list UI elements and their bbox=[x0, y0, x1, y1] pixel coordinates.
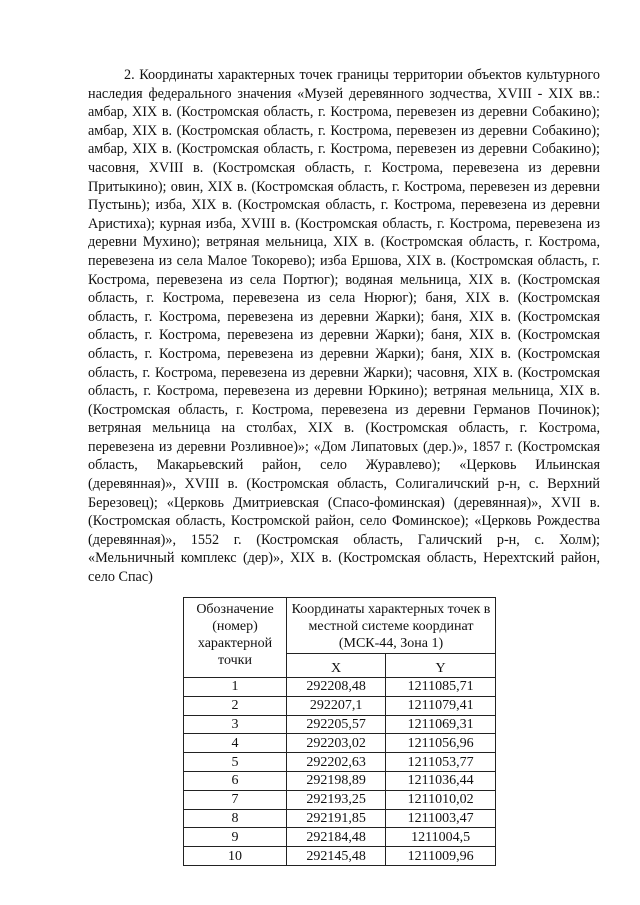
table-row bbox=[184, 734, 496, 753]
x-value: 292207,1 bbox=[287, 696, 386, 715]
table-row bbox=[184, 753, 496, 772]
point-number: 7 bbox=[184, 790, 287, 809]
x-value: 292205,57 bbox=[287, 715, 386, 734]
x-value: 292202,63 bbox=[287, 753, 386, 772]
coordinates-table bbox=[183, 597, 496, 866]
header-coordinates: Координаты характерных точек в местной системе координат (МСК-44, Зона 1) bbox=[287, 598, 496, 654]
point-number: 6 bbox=[184, 771, 287, 790]
point-number: 9 bbox=[184, 828, 287, 847]
point-number: 2 bbox=[184, 696, 287, 715]
header-point-number: Обозначение (номер) характерной точки bbox=[184, 598, 287, 678]
header-y: Y bbox=[386, 654, 496, 678]
header-x: X bbox=[287, 654, 386, 678]
x-value: 292193,25 bbox=[287, 790, 386, 809]
x-value: 292198,89 bbox=[287, 771, 386, 790]
x-value: 292184,48 bbox=[287, 828, 386, 847]
y-value: 1211004,5 bbox=[386, 828, 496, 847]
point-number: 3 bbox=[184, 715, 287, 734]
table-row bbox=[184, 847, 496, 866]
table-row bbox=[184, 828, 496, 847]
y-value: 1211085,71 bbox=[386, 678, 496, 697]
y-value: 1211009,96 bbox=[386, 847, 496, 866]
table-row bbox=[184, 809, 496, 828]
y-value: 1211010,02 bbox=[386, 790, 496, 809]
point-number: 5 bbox=[184, 753, 287, 772]
y-value: 1211003,47 bbox=[386, 809, 496, 828]
point-number: 1 bbox=[184, 678, 287, 697]
table-row bbox=[184, 678, 496, 697]
table-row bbox=[184, 696, 496, 715]
y-value: 1211053,77 bbox=[386, 753, 496, 772]
x-value: 292191,85 bbox=[287, 809, 386, 828]
x-value: 292208,48 bbox=[287, 678, 386, 697]
y-value: 1211079,41 bbox=[386, 696, 496, 715]
x-value: 292145,48 bbox=[287, 847, 386, 866]
point-number: 10 bbox=[184, 847, 287, 866]
table-row bbox=[184, 790, 496, 809]
table-row bbox=[184, 715, 496, 734]
point-number: 8 bbox=[184, 809, 287, 828]
x-value: 292203,02 bbox=[287, 734, 386, 753]
point-number: 4 bbox=[184, 734, 287, 753]
table-row bbox=[184, 771, 496, 790]
y-value: 1211036,44 bbox=[386, 771, 496, 790]
coordinates-paragraph: 2. Координаты характерных точек границы территории объектов культурного наследия федерального значения «Музей деревянного зодчества, XVIII - XIX вв.: амбар, XIX в. (Костромская область, г. Кострома, перевезен из деревни Собакино); амбар, XIX в. (Костромская область, г. Кострома, перевезен из деревни Собакино); амбар, XIX в. (Костромская область, г. Кострома, перевезен из деревни Собакино); часовня, XVIII в. (Костромская область, г. Кострома, перевезена из деревни Притыкино); овин, XIX в. (Костромская область, г. Кострома, перевезен из деревни Пустынь); изба, XIX в. (Костромская область, г. Кострома, перевезена из деревни Аристиха); курная изба, XVIII в. (Костромская область, г. Кострома, перевезена из деревни Мухино); ветряная мельница, XIX в. (Костромская область, г. Кострома, перевезена из села Малое Токорево); изба Ершова, XIX в. (Костромская область, г. Кострома, перевезена из села Портюг); водяная мельница, XIX в. (Костромская область, г. Кострома, перевезена из села Нюрюг); баня, XIX в. (Костромская область, г. Кострома, перевезена из деревни Жарки); баня, XIX в. (Костромская область, г. Кострома, перевезена из деревни Жарки); баня, XIX в. (Костромская область, г. Кострома, перевезена из деревни Жарки); баня, XIX в. (Костромская область, г. Кострома, перевезена из деревни Жарки); часовня, XIX в. (Костромская область, г. Кострома, перевезена из деревни Юркино); ветряная мельница, XIX в. (Костромская область, г. Кострома, перевезена из деревни Германов Починок); ветряная мельница на столбах, XIX в. (Костромская область, г. Кострома, перевезена из деревни Розливное)»; «Дом Липатовых (дер.)», 1857 г. (Костромская область, Макарьевский район, село Журавлево); «Церковь Ильинская (деревянная)», XVIII в. (Костромская область, Солигаличский р-н, с. Верхний Березовец); «Церковь Дмитриевская (Спасо-фоминская) (деревянная)», XVII в. (Костромская область, Костромской район, село Фоминское); «Церковь Рождества (деревянная)», 1552 г. (Костромская область, Галичский р-н, с. Холм); «Мельничный комплекс (дер)», XIX в. (Костромская область, Нерехтский район, село Спас) bbox=[88, 67, 600, 586]
y-value: 1211069,31 bbox=[386, 715, 496, 734]
y-value: 1211056,96 bbox=[386, 734, 496, 753]
